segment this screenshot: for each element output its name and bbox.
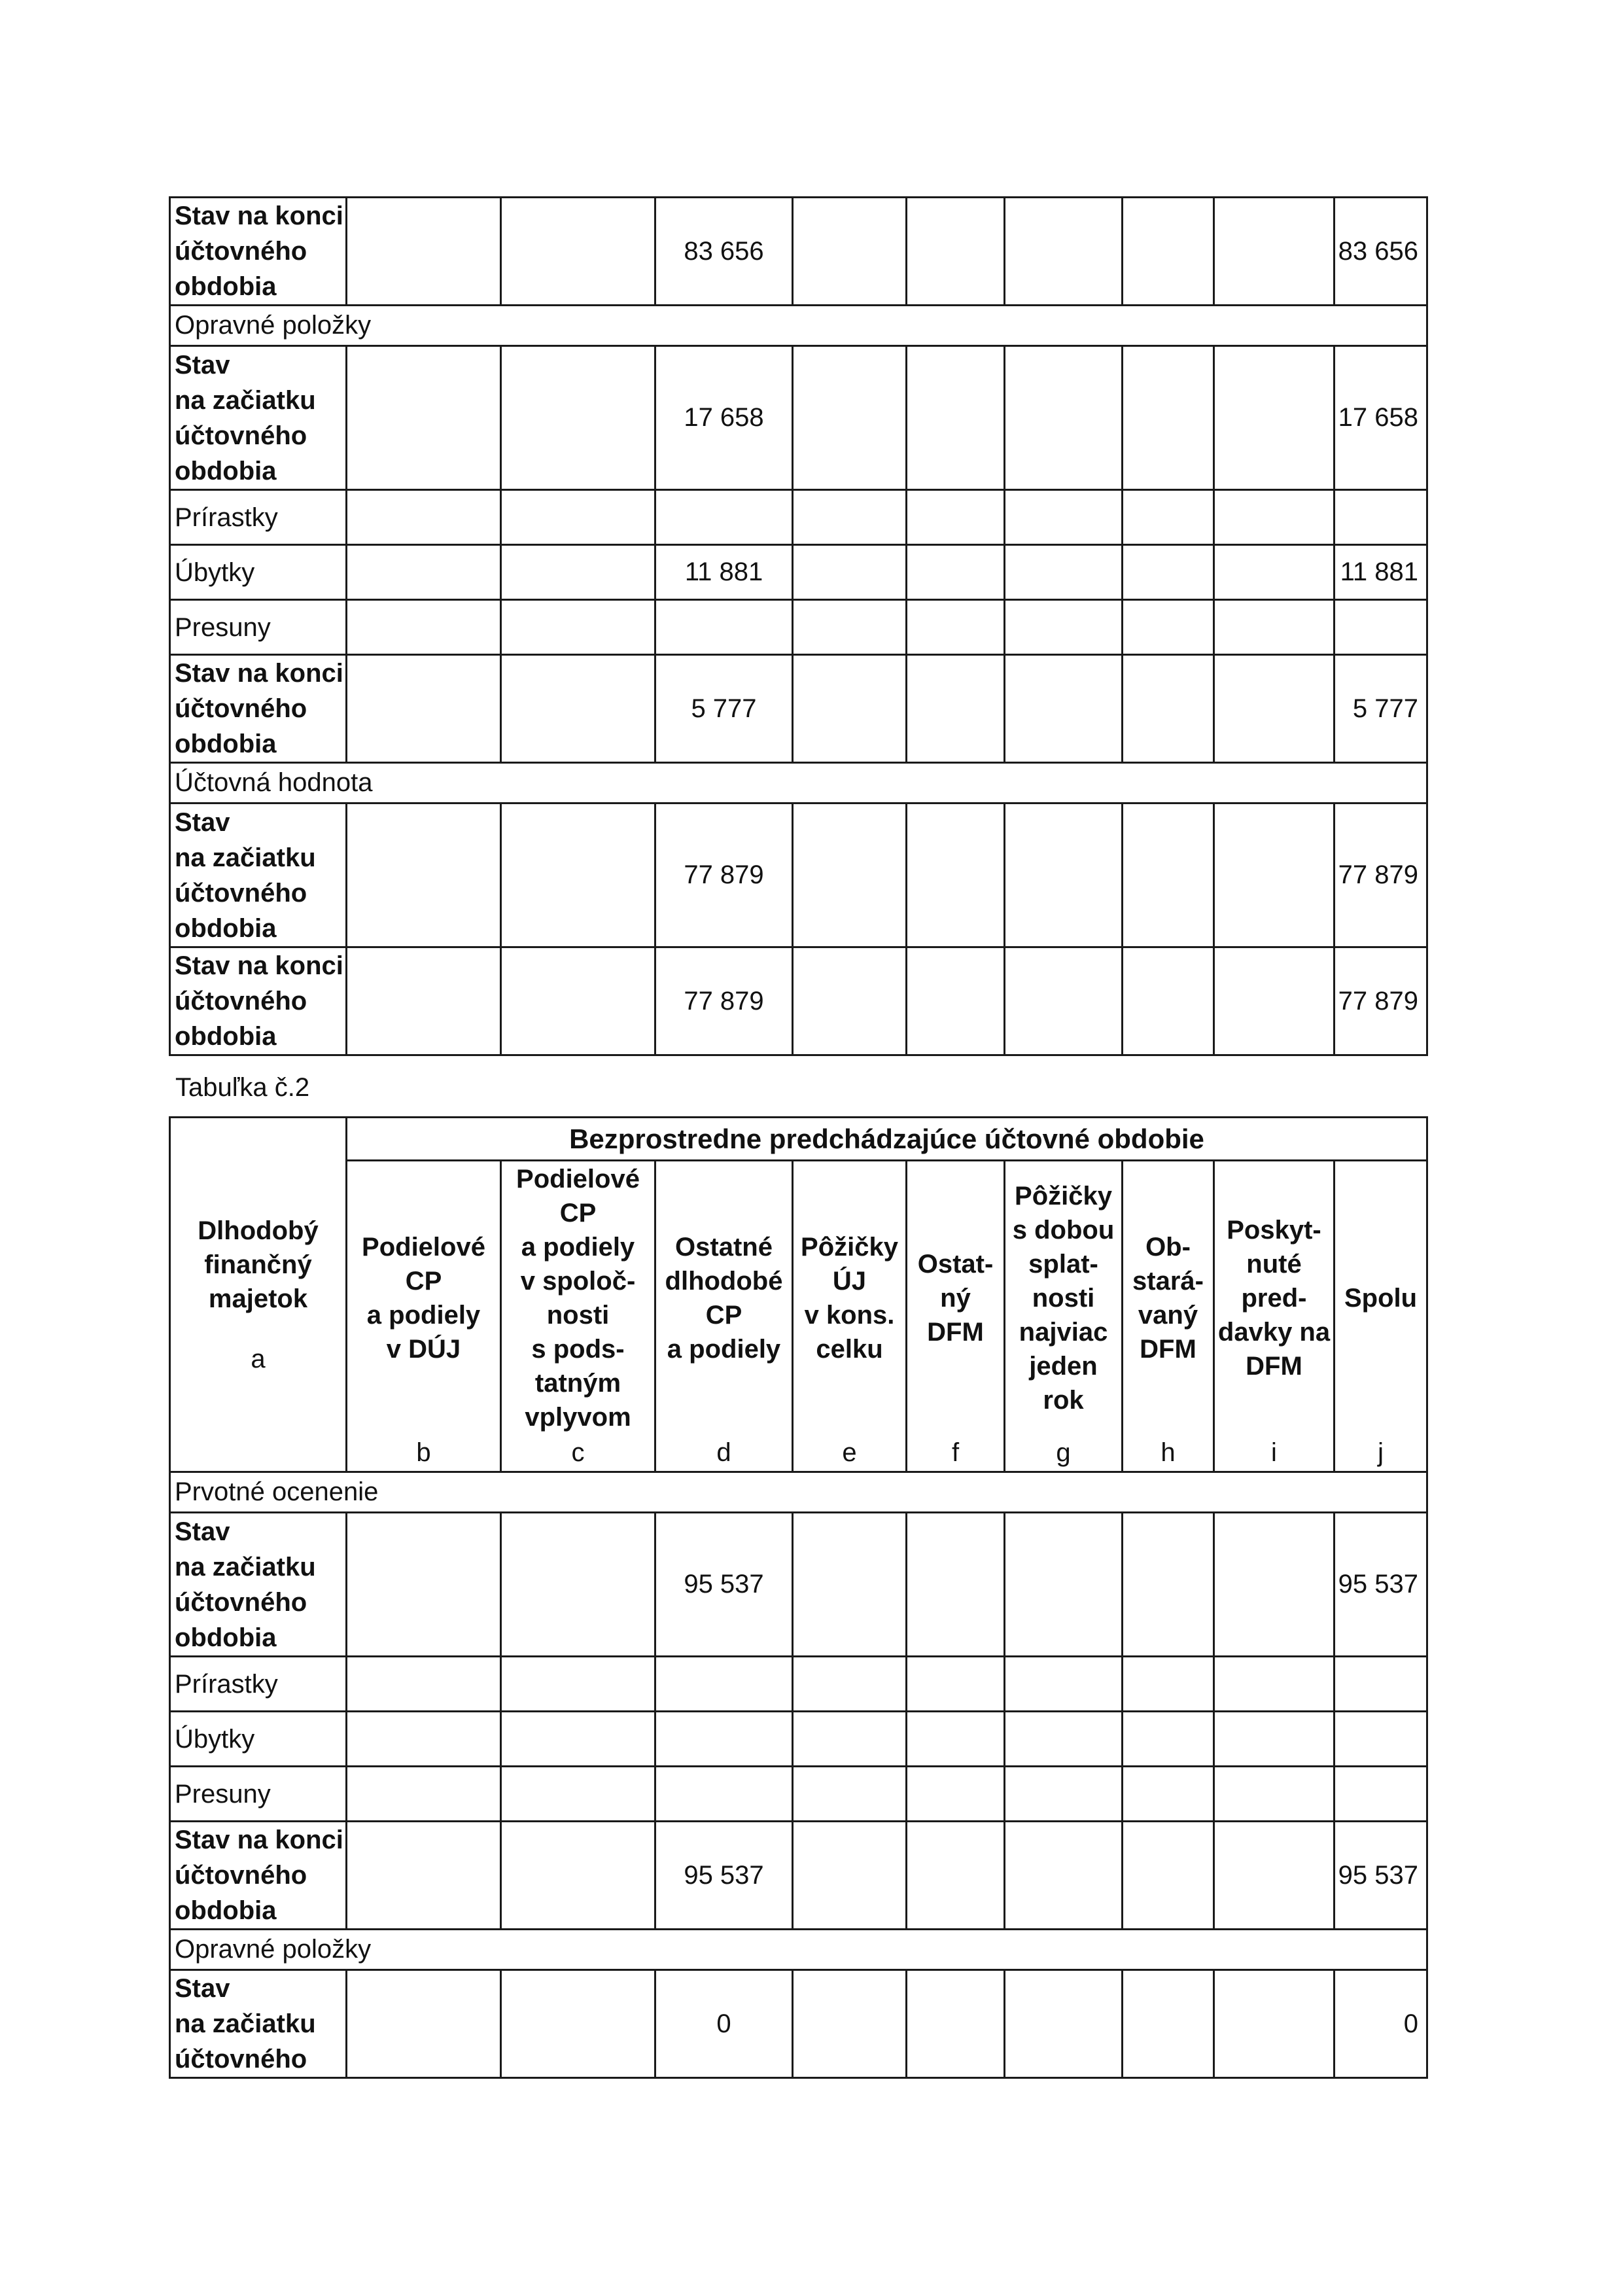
header-line: pred- — [1241, 1284, 1307, 1313]
cell-c — [501, 1822, 655, 1930]
column-letter: e — [793, 1436, 907, 1472]
column-header-b — [347, 1161, 501, 1436]
column-letter: b — [347, 1436, 501, 1472]
header-line: Ob- — [1145, 1233, 1191, 1262]
column-header-e — [793, 1161, 907, 1436]
cell-e — [793, 600, 907, 655]
cell-f — [907, 1712, 1005, 1767]
table1-body — [170, 198, 1427, 1055]
header-line: majetok — [208, 1284, 308, 1313]
cell-d: 83 656 — [655, 198, 793, 306]
cell-e — [793, 490, 907, 545]
cell-b — [347, 198, 501, 306]
row-label-line: Presuny — [175, 1779, 271, 1809]
cell-j — [1335, 490, 1427, 545]
row-label — [170, 198, 347, 306]
cell-j: 5 777 — [1335, 655, 1427, 763]
row-label-line: účtovného — [175, 237, 307, 266]
cell-c — [501, 545, 655, 600]
header-line: Dlhodobý — [198, 1216, 319, 1245]
row-label — [170, 1657, 347, 1712]
cell-f — [907, 947, 1005, 1055]
table-row — [170, 198, 1427, 306]
row-label-line: účtovného — [175, 1861, 307, 1890]
cell-j: 17 658 — [1335, 346, 1427, 490]
cell-b — [347, 947, 501, 1055]
header-line: tatným — [534, 1369, 621, 1398]
cell-d: 95 537 — [655, 1822, 793, 1930]
cell-h — [1123, 346, 1214, 490]
cell-g — [1005, 198, 1123, 306]
cell-c — [501, 490, 655, 545]
cell-d: 0 — [655, 1970, 793, 2078]
cell-f — [907, 804, 1005, 947]
cell-i — [1214, 655, 1335, 763]
table-row — [170, 1767, 1427, 1822]
header-line: vaný — [1138, 1301, 1198, 1330]
header-line: a podiely — [521, 1233, 635, 1262]
header-line: Ostatné — [675, 1233, 773, 1262]
cell-j: 0 — [1335, 1970, 1427, 2078]
row-label — [170, 545, 347, 600]
cell-h — [1123, 1822, 1214, 1930]
section-row — [170, 763, 1427, 804]
cell-h — [1123, 1712, 1214, 1767]
cell-c — [501, 1712, 655, 1767]
header-line: CP — [705, 1301, 742, 1330]
header-line: Podielové — [516, 1165, 640, 1194]
row-label — [170, 1822, 347, 1930]
cell-c — [501, 198, 655, 306]
cell-e — [793, 346, 907, 490]
cell-j: 77 879 — [1335, 804, 1427, 947]
row-label — [170, 1767, 347, 1822]
header-line: a podiely — [667, 1335, 781, 1364]
column-header-c — [501, 1161, 655, 1436]
cell-b — [347, 1712, 501, 1767]
row-label-line: na začiatku — [175, 2009, 316, 2038]
row-label-line: obdobia — [175, 1623, 277, 1652]
row-label-line: účtovného — [175, 878, 307, 908]
column-letter: h — [1123, 1436, 1214, 1472]
header-line: v kons. — [804, 1301, 895, 1330]
header-line: Spolu — [1344, 1284, 1418, 1313]
row-label-line: Stav — [175, 807, 230, 837]
row-label-line: Prírastky — [175, 1669, 278, 1699]
header-line: nosti — [546, 1301, 610, 1330]
cell-j — [1335, 1657, 1427, 1712]
header-line: a podiely — [366, 1301, 481, 1330]
cell-b — [347, 600, 501, 655]
cell-h — [1123, 655, 1214, 763]
row-label-line: obdobia — [175, 456, 277, 486]
cell-j: 11 881 — [1335, 545, 1427, 600]
cell-g — [1005, 490, 1123, 545]
cell-g — [1005, 1767, 1123, 1822]
cell-e — [793, 1712, 907, 1767]
header-line: splat- — [1028, 1250, 1098, 1279]
table-row — [170, 490, 1427, 545]
cell-j — [1335, 600, 1427, 655]
column-header-d — [655, 1161, 793, 1436]
cell-i — [1214, 346, 1335, 490]
header-line: DFM — [927, 1318, 984, 1347]
table-row — [170, 947, 1427, 1055]
section-row — [170, 1930, 1427, 1970]
header-line: DFM — [1246, 1352, 1302, 1381]
row-label — [170, 804, 347, 947]
cell-g — [1005, 600, 1123, 655]
column-letter: f — [907, 1436, 1005, 1472]
asset-table-current — [169, 196, 1428, 1056]
cell-j: 77 879 — [1335, 947, 1427, 1055]
row-label-line: obdobia — [175, 272, 277, 301]
row-label-line: účtovného — [175, 2045, 307, 2074]
cell-b — [347, 1822, 501, 1930]
cell-b — [347, 545, 501, 600]
header-line: Podielové — [362, 1233, 485, 1262]
cell-i — [1214, 1767, 1335, 1822]
header-line: CP — [405, 1267, 442, 1296]
row-label-line: Stav — [175, 350, 230, 380]
row-label-line: Stav na konci — [175, 659, 343, 688]
cell-b — [347, 1513, 501, 1657]
cell-d — [655, 490, 793, 545]
cell-g — [1005, 1822, 1123, 1930]
header-line: finančný — [204, 1250, 312, 1279]
cell-h — [1123, 545, 1214, 600]
row-label-line: Prírastky — [175, 503, 278, 532]
asset-table-previous — [169, 1116, 1428, 2079]
row-label-line: Stav na konci — [175, 1826, 343, 1854]
cell-h — [1123, 947, 1214, 1055]
cell-b — [347, 1970, 501, 2078]
cell-g — [1005, 655, 1123, 763]
column-header-h — [1123, 1161, 1214, 1436]
cell-g — [1005, 804, 1123, 947]
row-label-line: na začiatku — [175, 385, 316, 415]
cell-e — [793, 1767, 907, 1822]
cell-j — [1335, 1767, 1427, 1822]
header-line: Pôžičky — [1015, 1182, 1112, 1211]
cell-d: 11 881 — [655, 545, 793, 600]
row-label-line: Presuny — [175, 612, 271, 642]
row-label-line: Stav na konci — [175, 951, 343, 980]
cell-i — [1214, 1657, 1335, 1712]
cell-e — [793, 1513, 907, 1657]
header-line: stará- — [1132, 1267, 1204, 1296]
column-letter: a — [251, 1344, 266, 1373]
header-line: rok — [1043, 1386, 1084, 1415]
section-label: Účtovná hodnota — [170, 763, 1427, 804]
cell-f — [907, 600, 1005, 655]
cell-c — [501, 655, 655, 763]
header-line: s pods- — [531, 1335, 625, 1364]
cell-b — [347, 655, 501, 763]
row-label — [170, 346, 347, 490]
cell-h — [1123, 1513, 1214, 1657]
header-spacer — [171, 1316, 345, 1342]
table-row — [170, 1822, 1427, 1930]
cell-h — [1123, 804, 1214, 947]
cell-c — [501, 947, 655, 1055]
table-caption: Tabuľka č.2 — [175, 1073, 310, 1102]
cell-b — [347, 1767, 501, 1822]
header-line: s dobou — [1012, 1216, 1115, 1245]
cell-e — [793, 1970, 907, 2078]
cell-d — [655, 1767, 793, 1822]
section-label: Prvotné ocenenie — [170, 1472, 1427, 1513]
row-label-line: Stav na konci — [175, 202, 343, 230]
column-header-j — [1335, 1161, 1427, 1436]
cell-h — [1123, 198, 1214, 306]
cell-i — [1214, 1822, 1335, 1930]
row-label — [170, 600, 347, 655]
cell-d: 17 658 — [655, 346, 793, 490]
section-label: Opravné položky — [170, 306, 1427, 346]
cell-f — [907, 545, 1005, 600]
cell-e — [793, 1657, 907, 1712]
cell-h — [1123, 1970, 1214, 2078]
column-letter: g — [1005, 1436, 1123, 1472]
cell-e — [793, 1822, 907, 1930]
table-row — [170, 655, 1427, 763]
cell-e — [793, 655, 907, 763]
header-line: Poskyt- — [1227, 1216, 1321, 1245]
column-letter: c — [501, 1436, 655, 1472]
cell-h — [1123, 600, 1214, 655]
cell-h — [1123, 1767, 1214, 1822]
table2-body — [170, 1472, 1427, 2078]
cell-b — [347, 804, 501, 947]
table-row — [170, 1970, 1427, 2078]
column-letter: d — [655, 1436, 793, 1472]
cell-i — [1214, 490, 1335, 545]
row-label-line: účtovného — [175, 987, 307, 1016]
row-label-line: obdobia — [175, 730, 277, 758]
cell-b — [347, 1657, 501, 1712]
cell-c — [501, 1513, 655, 1657]
cell-i — [1214, 1513, 1335, 1657]
header-line: davky na — [1217, 1318, 1331, 1347]
cell-d: 95 537 — [655, 1513, 793, 1657]
cell-g — [1005, 1712, 1123, 1767]
cell-f — [907, 490, 1005, 545]
period-header: Bezprostredne predchádzajúce účtovné obdobie — [347, 1118, 1427, 1161]
row-label — [170, 490, 347, 545]
cell-g — [1005, 947, 1123, 1055]
header-line: jeden — [1029, 1352, 1098, 1381]
row-label-line: účtovného — [175, 421, 307, 450]
column-letter: j — [1335, 1436, 1427, 1472]
row-label-line: obdobia — [175, 1022, 277, 1051]
cell-c — [501, 1970, 655, 2078]
cell-c — [501, 1767, 655, 1822]
cell-e — [793, 198, 907, 306]
cell-j: 83 656 — [1335, 198, 1427, 306]
cell-g — [1005, 545, 1123, 600]
column-header-f — [907, 1161, 1005, 1436]
cell-i — [1214, 1970, 1335, 2078]
cell-d: 77 879 — [655, 947, 793, 1055]
header-line: v DÚJ — [386, 1335, 461, 1364]
row-label-line: na začiatku — [175, 843, 316, 872]
cell-d — [655, 1712, 793, 1767]
header-line: DFM — [1140, 1335, 1196, 1364]
row-label — [170, 655, 347, 763]
header-line: celku — [816, 1335, 883, 1364]
row-label-line: účtovného — [175, 1587, 307, 1617]
table-row — [170, 545, 1427, 600]
cell-c — [501, 1657, 655, 1712]
cell-e — [793, 804, 907, 947]
cell-b — [347, 346, 501, 490]
row-label-line: obdobia — [175, 1896, 277, 1925]
cell-i — [1214, 545, 1335, 600]
cell-i — [1214, 947, 1335, 1055]
header-line: Ostat- — [917, 1250, 994, 1279]
cell-d — [655, 600, 793, 655]
cell-h — [1123, 1657, 1214, 1712]
column-header-a — [170, 1118, 347, 1472]
cell-f — [907, 1822, 1005, 1930]
section-row — [170, 1472, 1427, 1513]
cell-f — [907, 1513, 1005, 1657]
column-header-i — [1214, 1161, 1335, 1436]
cell-i — [1214, 1712, 1335, 1767]
row-label-line: Stav — [175, 1517, 230, 1546]
cell-d: 77 879 — [655, 804, 793, 947]
cell-f — [907, 1767, 1005, 1822]
row-label-line: účtovného — [175, 694, 307, 723]
cell-e — [793, 545, 907, 600]
header-line: najviac — [1019, 1318, 1108, 1347]
cell-f — [907, 1970, 1005, 2078]
row-label-line: Stav — [175, 1974, 230, 2003]
header-line: nuté — [1246, 1250, 1302, 1279]
row-label — [170, 1513, 347, 1657]
cell-c — [501, 346, 655, 490]
column-letter: i — [1214, 1436, 1335, 1472]
cell-i — [1214, 600, 1335, 655]
cell-d — [655, 1657, 793, 1712]
column-header-g — [1005, 1161, 1123, 1436]
cell-h — [1123, 490, 1214, 545]
table-row — [170, 600, 1427, 655]
cell-c — [501, 804, 655, 947]
cell-j: 95 537 — [1335, 1822, 1427, 1930]
row-label — [170, 1712, 347, 1767]
cell-e — [793, 947, 907, 1055]
table-row — [170, 1657, 1427, 1712]
header-line: dlhodobé — [665, 1267, 783, 1296]
cell-i — [1214, 198, 1335, 306]
cell-b — [347, 490, 501, 545]
cell-g — [1005, 1970, 1123, 2078]
cell-j: 95 537 — [1335, 1513, 1427, 1657]
row-label-line: Úbytky — [175, 557, 255, 587]
row-label — [170, 947, 347, 1055]
header-line: vplyvom — [525, 1403, 631, 1432]
section-label: Opravné položky — [170, 1930, 1427, 1970]
cell-g — [1005, 1657, 1123, 1712]
cell-j — [1335, 1712, 1427, 1767]
cell-g — [1005, 346, 1123, 490]
row-label-line: obdobia — [175, 913, 277, 943]
header-line: ný — [940, 1284, 971, 1313]
cell-f — [907, 655, 1005, 763]
cell-c — [501, 600, 655, 655]
header-line: nosti — [1032, 1284, 1095, 1313]
table-row — [170, 804, 1427, 947]
cell-i — [1214, 804, 1335, 947]
table-row — [170, 1712, 1427, 1767]
table2-header — [170, 1118, 1427, 1472]
header-line: Pôžičky — [801, 1233, 898, 1262]
header-line: ÚJ — [832, 1267, 867, 1296]
row-label — [170, 1970, 347, 2078]
header-line: v spoloč- — [520, 1267, 636, 1296]
cell-d: 5 777 — [655, 655, 793, 763]
cell-f — [907, 346, 1005, 490]
table-row — [170, 1513, 1427, 1657]
cell-f — [907, 198, 1005, 306]
header-line: CP — [559, 1199, 597, 1228]
table-row — [170, 346, 1427, 490]
cell-f — [907, 1657, 1005, 1712]
row-label-line: Úbytky — [175, 1724, 255, 1754]
cell-g — [1005, 1513, 1123, 1657]
row-label-line: na začiatku — [175, 1552, 316, 1581]
section-row — [170, 306, 1427, 346]
